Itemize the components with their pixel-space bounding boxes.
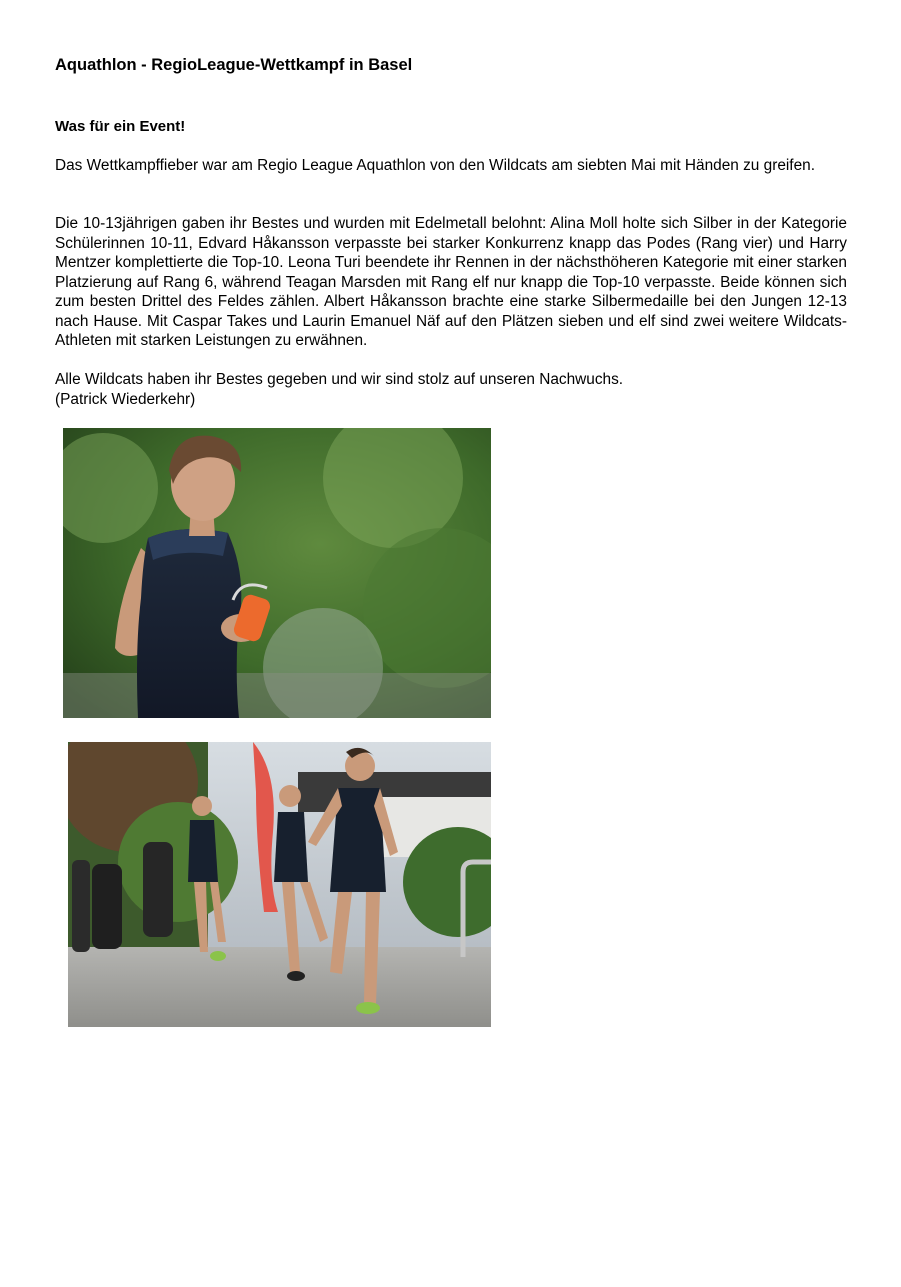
runners-group-photo — [68, 742, 491, 1027]
runners-group-image — [68, 742, 491, 1027]
closing-text: Alle Wildcats haben ihr Bestes gegeben und wir sind stolz auf unseren Nachwuchs. — [55, 371, 624, 388]
article-title: Aquathlon - RegioLeague-Wettkampf in Basel — [55, 56, 413, 74]
paragraph-intro: Das Wettkampffieber war am Regio League Aquathlon von den Wildcats am siebten Mai mit Händen zu greifen. — [55, 157, 815, 174]
runner-girl-image — [63, 428, 491, 718]
article-subtitle: Was für ein Event! — [55, 118, 186, 135]
author-name: (Patrick Wiederkehr) — [55, 390, 196, 408]
paragraph-results: Die 10-13jährigen gaben ihr Bestes und wurden mit Edelmetall belohnt: Alina Moll holte sich Silber in der Kategorie Schülerinnen 10-11, Edvard Håkansson verpasste bei starker Konkurrenz knapp das Podes (Rang vier) und Harry Mentzer komplettierte die Top-10. Leona Turi beendete ihr Rennen in der nächsthöheren Kategorie mit einer starken Platzierung auf Rang 6, während Teagan Marsden mit Rang elf nur knapp die Top-10 verpasste. Beide können sich zum besten Drittel des Feldes zählen. Albert Håkansson brachte eine starke Silbermedaille bei den Jungen 12-13 nach Hause. Mit Caspar Takes und Laurin Emanuel Näf auf den Plätzen sieben und elf sind zwei weitere Wildcats-Athleten mit starken Leistungen zu erwähnen. — [55, 215, 847, 349]
runner-girl-photo — [63, 428, 491, 718]
paragraph-closing — [55, 370, 847, 409]
